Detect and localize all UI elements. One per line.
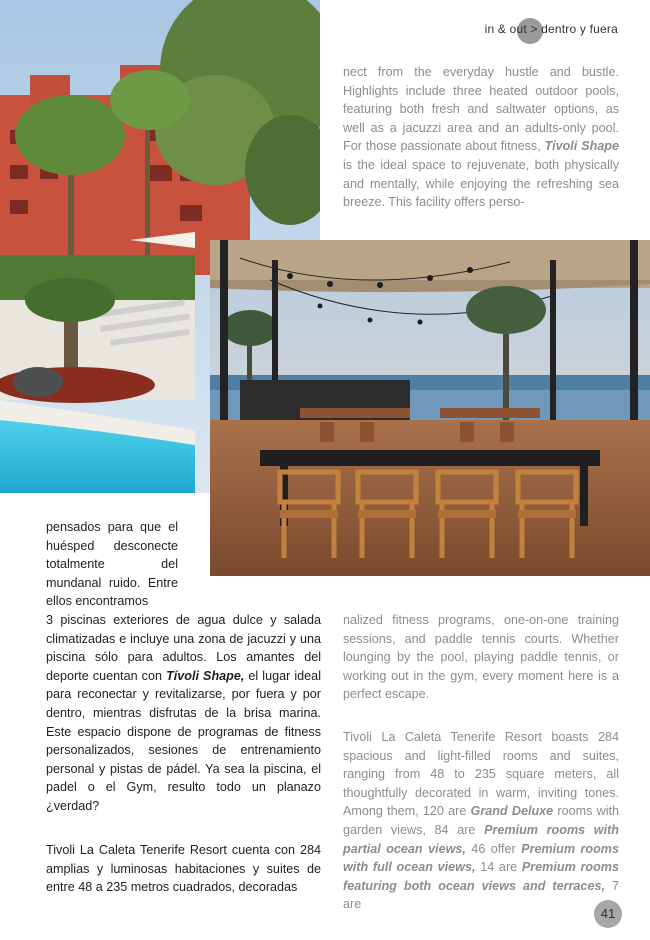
premium-partial-ocean-emphasis: Premium rooms with partial ocean views, bbox=[343, 822, 619, 856]
spanish-main-paragraph bbox=[46, 611, 321, 816]
spanish-main-end: el lugar ideal para reconectar y revitalizarse, por fuera y por dentro, mientras disfrutas de la brisa marina. Este espacio dispone de programas de fitness personalizados, sesiones de entrenamiento personal y pistas de pádel. Ya sea la piscina, el padel o el Gym, resulto todo un planazo ¿verdad? bbox=[46, 668, 321, 813]
premium-full-ocean-emphasis: Premium rooms with full ocean views, bbox=[343, 841, 619, 875]
english-rooms-c: 46 offer bbox=[465, 841, 522, 856]
page-number: 41 bbox=[600, 906, 616, 921]
english-rooms-a: Tivoli La Caleta Tenerife Resort boasts 284 spacious and light-filled rooms and suites, ranging from 48 to 235 square meters, all thoughtfully decorated in warm, inviting tones. Among them, 120 are bbox=[343, 730, 619, 819]
grand-deluxe-emphasis: Grand Deluxe bbox=[470, 804, 554, 819]
terrace-restaurant-photo bbox=[210, 240, 650, 576]
english-rooms-paragraph bbox=[343, 728, 619, 914]
section-header bbox=[485, 22, 618, 36]
spanish-intro-narrow bbox=[46, 518, 178, 611]
english-fitness-paragraph bbox=[343, 611, 619, 704]
english-intro-start: nect from the everyday hustle and bustle. Highlights include three heated outdoor pools, featuring both fresh and saltwater options, as well as a jacuzzi area and an adults-only pool. For those passionate about fitness, bbox=[343, 65, 619, 154]
spanish-rooms-text: Tivoli La Caleta Tenerife Resort cuenta con 284 amplias y luminosas habitaciones y suites de entre 48 a 235 metros cuadrados, decoradas bbox=[46, 843, 321, 895]
premium-terraces-emphasis: Premium rooms featuring both ocean views and terraces, bbox=[343, 860, 619, 893]
spanish-rooms-paragraph bbox=[46, 841, 321, 897]
tivoli-shape-emphasis-es: Tívoli Shape, bbox=[166, 668, 245, 683]
spanish-narrow-text: pensados para que el huésped desconecte totalmente del mundanal ruido. Entre ellos encontramos bbox=[46, 520, 178, 609]
page-number-badge bbox=[594, 900, 622, 928]
english-rooms-b: rooms with garden views, 84 are bbox=[343, 804, 619, 837]
terrace-restaurant-illustration bbox=[210, 240, 650, 576]
english-rooms-d: 14 are bbox=[475, 860, 522, 875]
section-title: in & out > dentro y fuera bbox=[484, 22, 618, 36]
english-intro-end: is the ideal space to rejuvenate, both physically and mentally, while enjoying the refreshing sea breeze. This facility offers perso- bbox=[343, 157, 619, 210]
spanish-main-start: 3 piscinas exteriores de agua dulce y salada climatizadas e incluye una zona de jacuzzi y una piscina sólo para adultos. Los amantes del deporte cuentan con bbox=[46, 613, 321, 683]
english-fitness-text: nalized fitness programs, one-on-one training sessions, and paddle tennis courts. Whether lounging by the pool, playing paddle tennis, or working out in the gym, every moment here is a perfect escape. bbox=[343, 613, 619, 702]
english-intro-paragraph bbox=[343, 63, 619, 212]
tivoli-shape-emphasis-en: Tivoli Shape bbox=[544, 139, 619, 154]
english-rooms-e: 7 are bbox=[343, 878, 619, 912]
